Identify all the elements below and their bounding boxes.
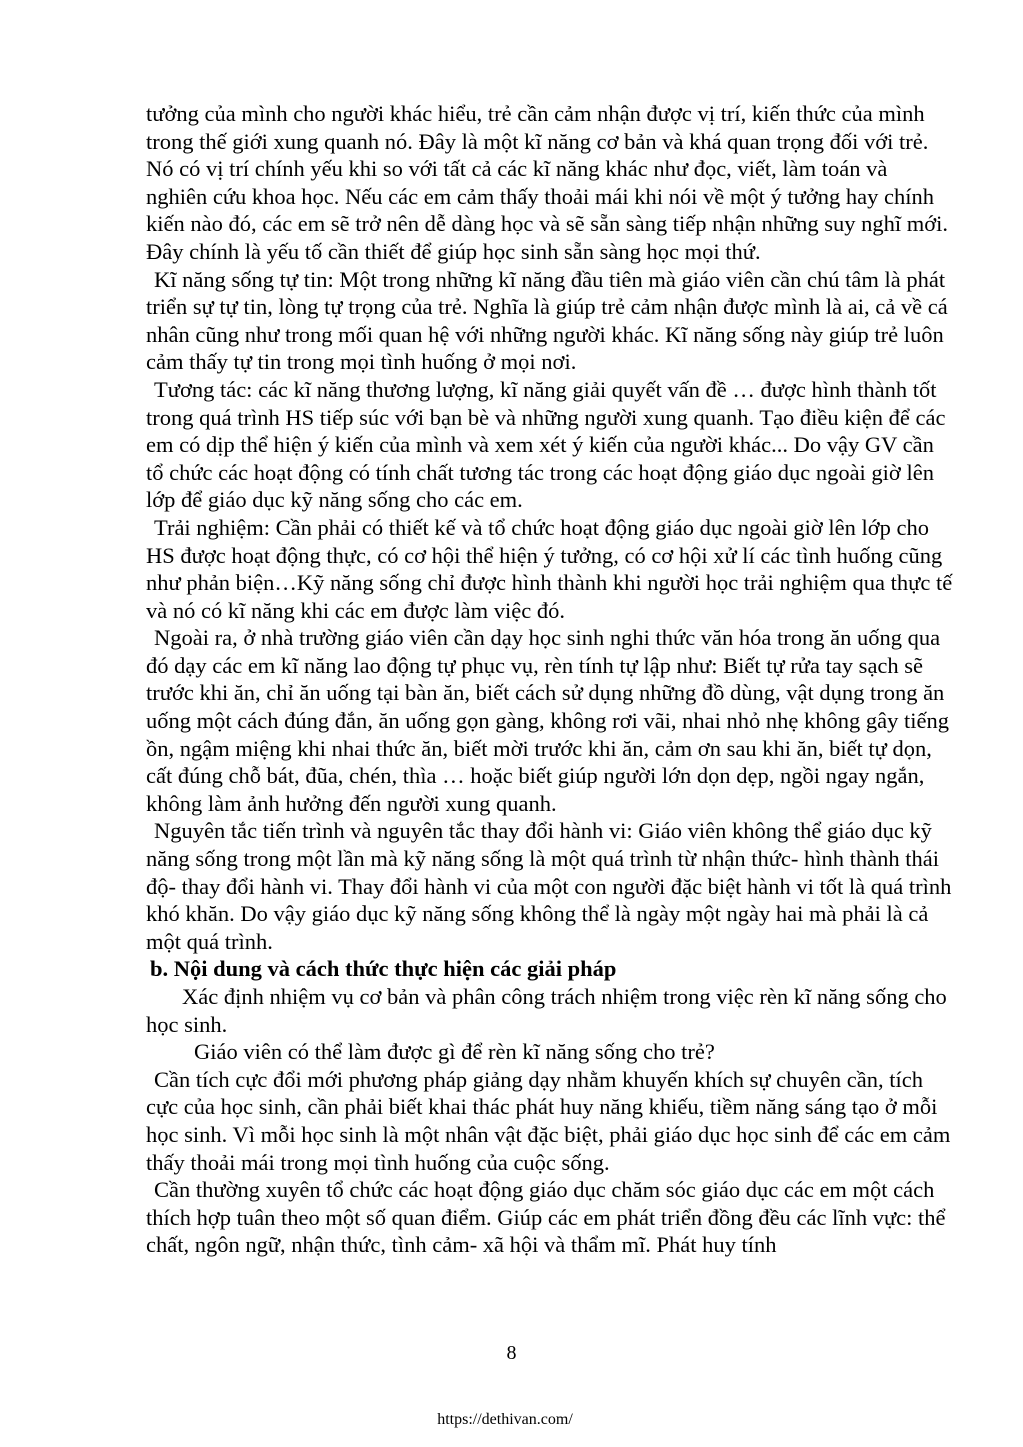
paragraph-tasks: Xác định nhiệm vụ cơ bản và phân công trách nhiệm trong việc rèn kĩ năng sống cho học sinh. [146,984,947,1037]
section-heading: b. Nội dung và cách thức thực hiện các giải pháp [150,956,617,982]
page-body [146,100,954,1259]
paragraph-confidence-skill: Kĩ năng sống tự tin: Một trong những kĩ năng đầu tiên mà giáo viên cần chú tâm là phát triển sự tự tin, lòng tự trọng của trẻ. Nghĩa là giúp trẻ cảm nhận được mình là ai, cả về cá nhân cũng như trong mối quan hệ với những người khác. Kĩ năng sống này giúp trẻ luôn cảm thấy tự tin trong mọi tình huống ở mọi nơi. [146,266,948,375]
paragraph-continuation: tưởng của mình cho người khác hiểu, trẻ cần cảm nhận được vị trí, kiến thức của mình trong thế giới xung quanh nó. Đây là một kĩ năng cơ bản và khá quan trọng đối với trẻ. Nó có vị trí chính yếu khi so với tất cả các kĩ năng khác như đọc, viết, làm toán và nghiên cứu khoa học. Nếu các em cảm thấy thoải mái khi nói về một ý tưởng hay chính kiến nào đó, các em sẽ trở nên dễ dàng học và sẽ sẵn sàng tiếp nhận những suy nghĩ mới. Đây chính là yếu tố cần thiết để giúp học sinh sẵn sàng học mọi thứ. [146,101,949,264]
paragraph-behavior-change: Nguyên tắc tiến trình và nguyên tắc thay đổi hành vi: Giáo viên không thể giáo dục kỹ năng sống trong một lần mà kỹ năng sống là một quá trình từ nhận thức- hình thành thái độ- thay đổi hành vi. Thay đổi hành vi của một con người đặc biệt hành vi tốt là quá trình khó khăn. Do vậy giáo dục kỹ năng sống không thể là ngày một ngày hai mà phải là cả một quá trình. [146,818,952,954]
footer-url[interactable]: https://dethivan.com/ [437,1411,573,1428]
paragraph-question: Giáo viên có thể làm được gì để rèn kĩ năng sống cho trẻ? [194,1039,715,1065]
page-number: 8 [506,1342,517,1364]
paragraph-teaching-methods: Cần tích cực đổi mới phương pháp giảng dạy nhằm khuyến khích sự chuyên cần, tích cực của học sinh, cần phải biết khai thác phát huy năng khiếu, tiềm năng sáng tạo ở mỗi học sinh. Vì mỗi học sinh là một nhân vật đặc biệt, phải giáo dục học sinh để các em cảm thấy thoải mái trong mọi tình huống của cuộc sống. [146,1066,951,1175]
paragraph-activities: Cần thường xuyên tổ chức các hoạt động giáo dục chăm sóc giáo dục các em một cách thích hợp tuân theo một số quan điểm. Giúp các em phát triển đồng đều các lĩnh vực: thể chất, ngôn ngữ, nhận thức, tình cảm- xã hội và thẩm mĩ. Phát huy tính [146,1177,946,1258]
paragraph-interaction: Tương tác: các kĩ năng thương lượng, kĩ năng giải quyết vấn đề … được hình thành tốt trong quá trình HS tiếp súc với bạn bè và những người xung quanh. Tạo điều kiện để các em có dịp thể hiện ý kiến của mình và xem xét ý kiến của người khác... Do vậy GV cần tổ chức các hoạt động có tính chất tương tác trong các hoạt động giáo dục ngoài giờ lên lớp để giáo dục kỹ năng sống cho các em. [146,376,946,513]
paragraph-eating-etiquette: Ngoài ra, ở nhà trường giáo viên cần dạy học sinh nghi thức văn hóa trong ăn uống qua đó dạy các em kĩ năng lao động tự phục vụ, rèn tính tự lập như: Biết tự rửa tay sạch sẽ trước khi ăn, chỉ ăn uống tại bàn ăn, biết cách sử dụng những đồ dùng, vật dụng trong ăn uống một cách đúng đắn, ăn uống gọn gàng, không rơi vãi, nhai nhỏ nhẹ không gây tiếng ồn, ngậm miệng khi nhai thức ăn, biết mời trước khi ăn, cảm ơn sau khi ăn, biết tự dọn, cất đúng chỗ bát, đũa, chén, thìa … hoặc biết giúp người lớn dọn dẹp, ngồi ngay ngắn, không làm ảnh hưởng đến người xung quanh. [146,625,950,816]
paragraph-experience: Trải nghiệm: Cần phải có thiết kế và tổ chức hoạt động giáo dục ngoài giờ lên lớp cho HS được hoạt động thực, có cơ hội thể hiện ý tưởng, có cơ hội xử lí các tình huống cũng như phản biện…Kỹ năng sống chỉ được hình thành khi người học trải nghiệm qua thực tế và nó có kĩ năng khi các em được làm việc đó. [146,514,953,623]
